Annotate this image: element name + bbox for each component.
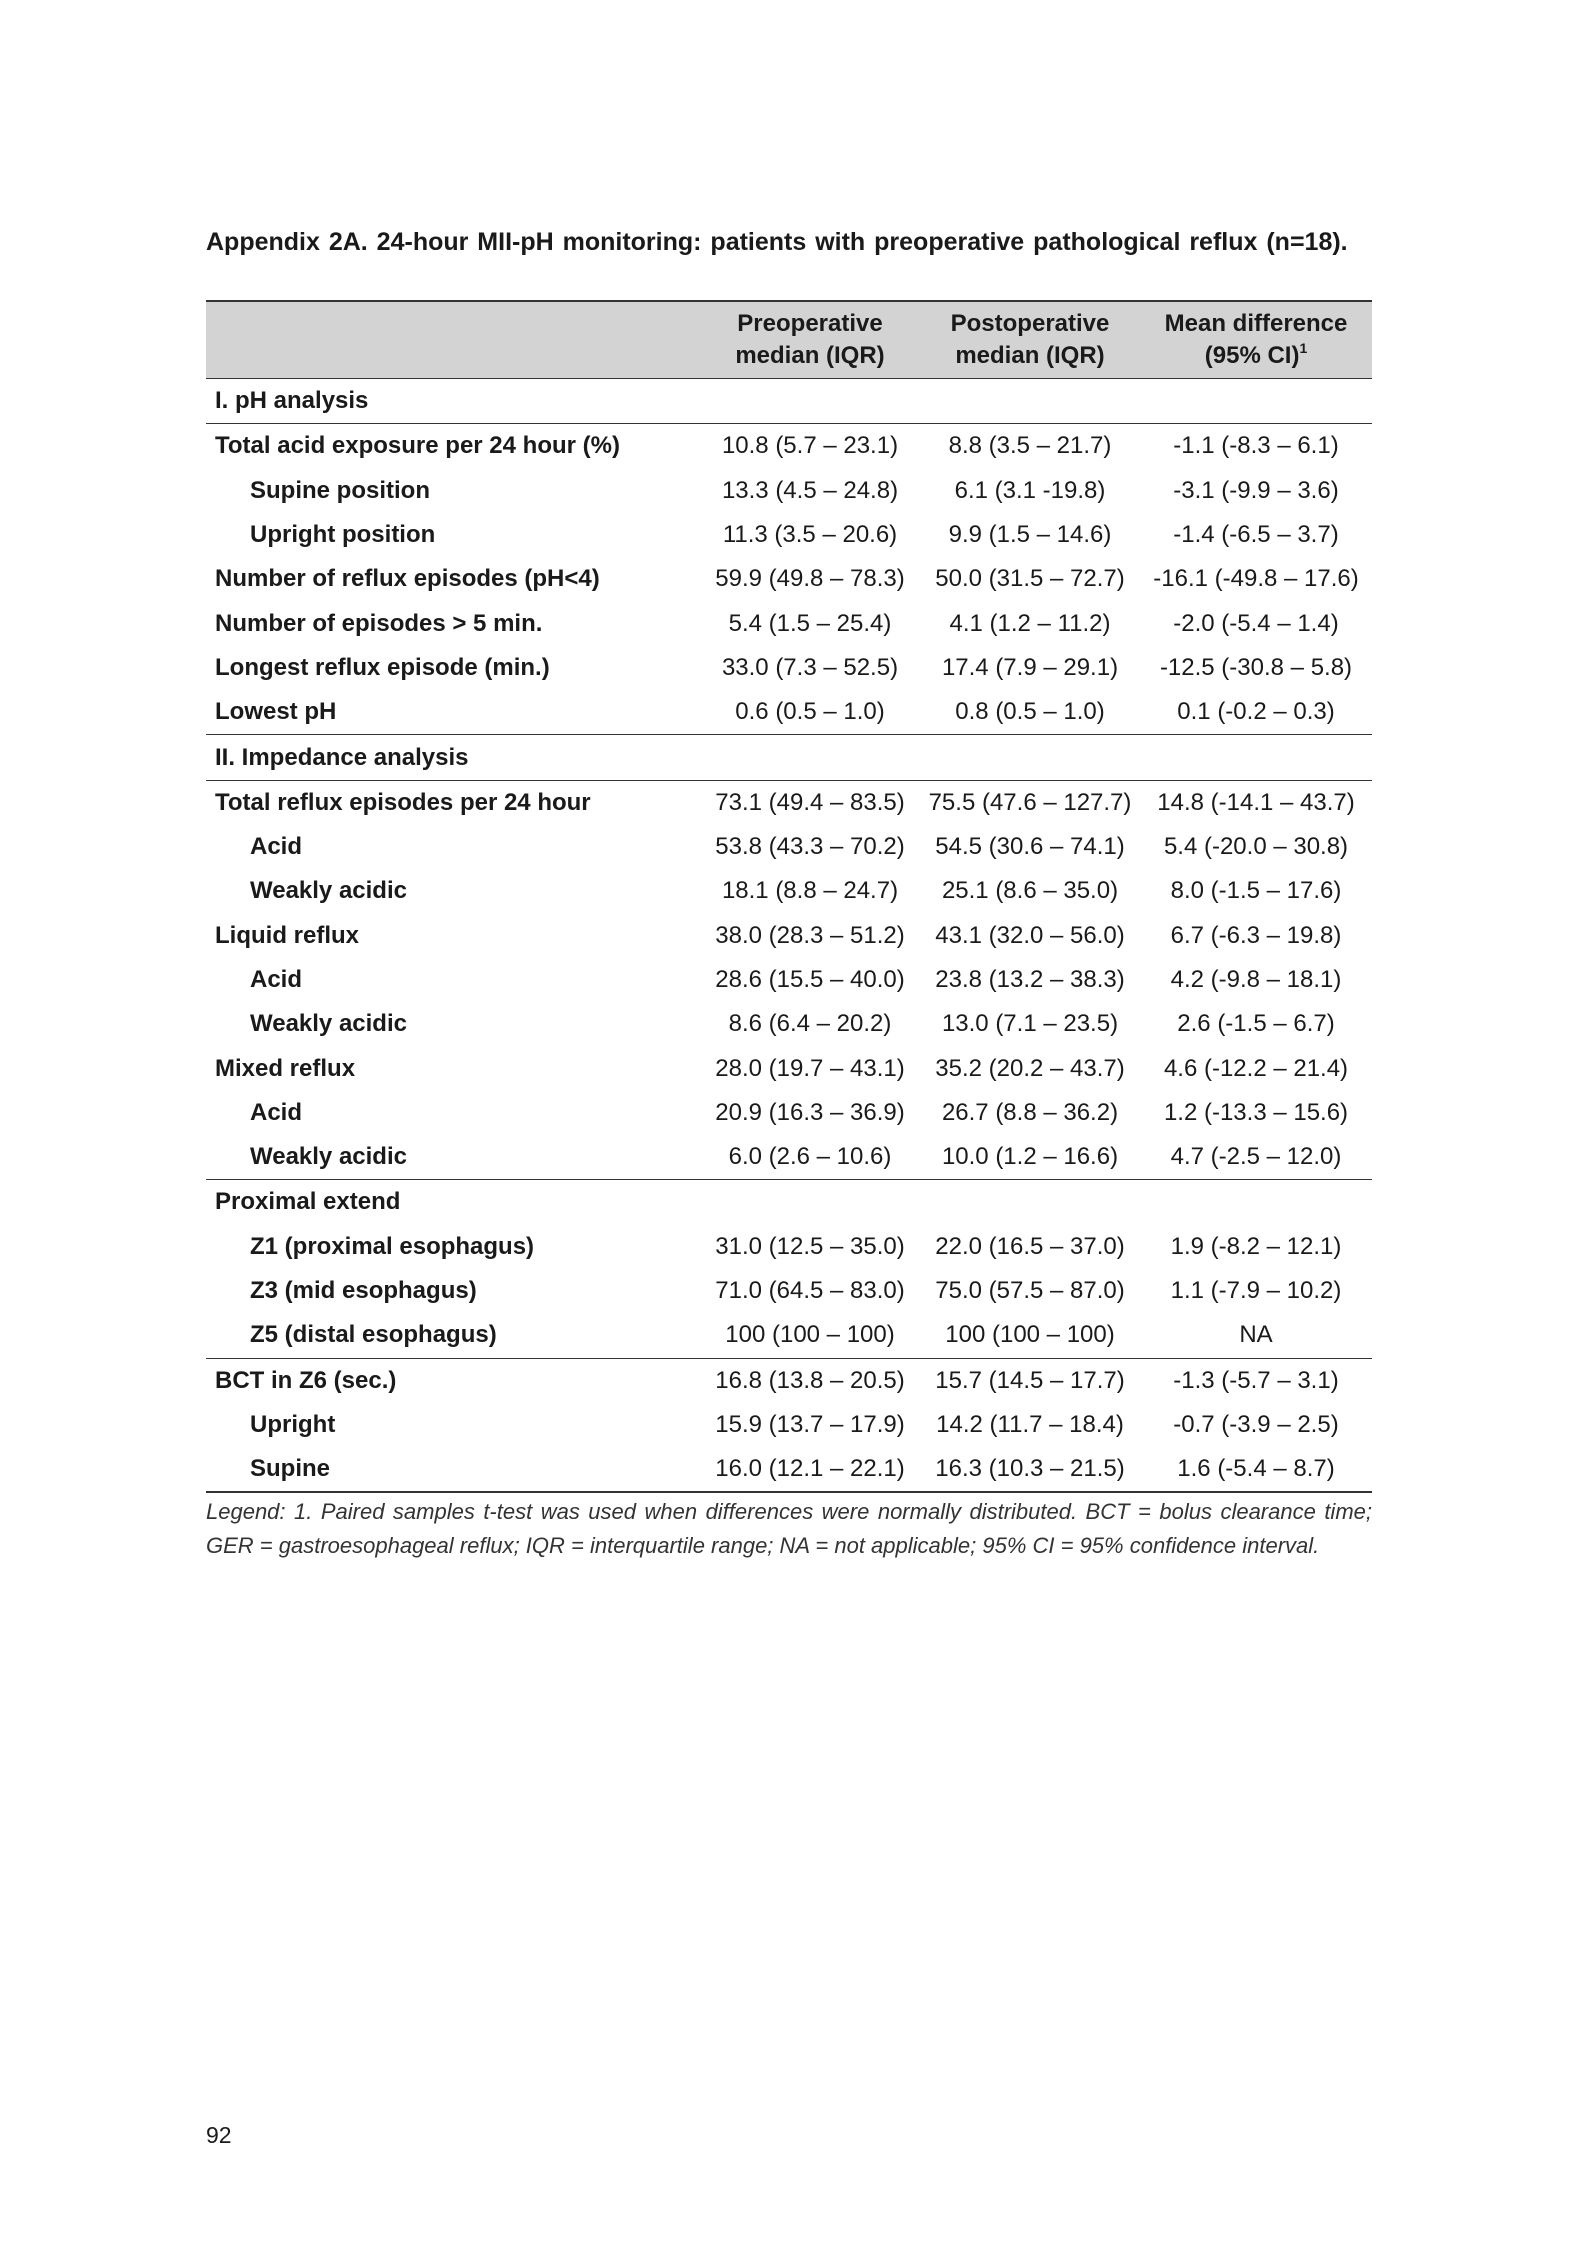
- header-preoperative-line1: Preoperative: [737, 310, 883, 337]
- cell-postoperative: 13.0 (7.1 – 23.5): [941, 1010, 1119, 1038]
- cell-postoperative: 26.7 (8.8 – 36.2): [941, 1098, 1119, 1126]
- cell-preoperative: 10.8 (5.7 – 23.1): [721, 432, 899, 460]
- cell-preoperative: 31.0 (12.5 – 35.0): [715, 1232, 905, 1260]
- row-label: Z5 (distal esophagus): [206, 1313, 700, 1358]
- row-label: Upright position: [250, 521, 436, 549]
- cell-mean-difference: -16.1 (-49.8 – 17.6): [1153, 565, 1359, 593]
- table-row: [206, 1225, 1372, 1269]
- cell-mean-difference: -0.7 (-3.9 – 2.5): [1173, 1410, 1339, 1438]
- row-label: Total acid exposure per 24 hour (%): [215, 432, 620, 460]
- results-table: [206, 300, 1372, 1493]
- table-row: [206, 1046, 1372, 1090]
- table-row: [206, 690, 1372, 735]
- section-label: Proximal extend: [215, 1188, 401, 1216]
- cell-preoperative: 0.6 (0.5 – 1.0): [700, 690, 920, 735]
- cell-mean-difference: 4.6 (-12.2 – 21.4): [1163, 1054, 1349, 1082]
- row-label: Liquid reflux: [215, 921, 359, 949]
- table-row: [206, 469, 1372, 513]
- cell-mean-difference: 0.1 (-0.2 – 0.3): [1140, 690, 1372, 735]
- cell-preoperative: 73.1 (49.4 – 83.5): [715, 788, 905, 816]
- header-postoperative-line2: median (IQR): [955, 342, 1105, 369]
- cell-mean-difference: 4.2 (-9.8 – 18.1): [1170, 966, 1342, 993]
- section-label: I. pH analysis: [206, 379, 700, 424]
- row-label: Weakly acidic: [250, 877, 407, 905]
- header-empty-cell: [206, 301, 700, 379]
- cell-preoperative: 11.3 (3.5 – 20.6): [722, 521, 898, 549]
- row-label: Number of episodes > 5 min.: [215, 609, 543, 637]
- cell-preoperative: 5.4 (1.5 – 25.4): [728, 609, 892, 637]
- section-row-impedance-analysis: [206, 735, 1372, 780]
- table-row: [206, 780, 1372, 825]
- cell-postoperative: 50.0 (31.5 – 72.7): [935, 565, 1125, 593]
- header-postoperative: [920, 301, 1140, 379]
- page-number: 92: [206, 2122, 232, 2148]
- cell-mean-difference: 8.0 (-1.5 – 17.6): [1170, 877, 1342, 905]
- header-mean-difference-line1: Mean difference: [1164, 310, 1348, 337]
- cell-preoperative: 28.0 (19.7 – 43.1): [715, 1054, 905, 1082]
- cell-postoperative: 22.0 (16.5 – 37.0): [935, 1232, 1125, 1260]
- row-label: Lowest pH: [206, 690, 700, 735]
- row-label: Acid: [250, 966, 303, 993]
- cell-mean-difference: 4.7 (-2.5 – 12.0): [1140, 1135, 1372, 1180]
- cell-postoperative: 10.0 (1.2 – 16.6): [920, 1135, 1140, 1180]
- header-preoperative: [700, 301, 920, 379]
- table-row: [206, 1002, 1372, 1046]
- cell-preoperative: 53.8 (43.3 – 70.2): [715, 833, 905, 861]
- cell-mean-difference: NA: [1140, 1313, 1372, 1358]
- table-row: [206, 557, 1372, 601]
- section-row-proximal-extend: [206, 1180, 1372, 1225]
- cell-postoperative: 75.5 (47.6 – 127.7): [928, 788, 1132, 816]
- row-label: Weakly acidic: [206, 1135, 700, 1180]
- header-ci-text: (95% CI): [1204, 342, 1300, 369]
- row-label: Number of reflux episodes (pH<4): [215, 565, 600, 593]
- cell-mean-difference: 1.2 (-13.3 – 15.6): [1163, 1098, 1349, 1126]
- cell-preoperative: 20.9 (16.3 – 36.9): [715, 1098, 905, 1126]
- row-label: Z3 (mid esophagus): [250, 1277, 477, 1305]
- cell-mean-difference: 1.6 (-5.4 – 8.7): [1140, 1447, 1372, 1492]
- cell-mean-difference: 6.7 (-6.3 – 19.8): [1170, 921, 1342, 949]
- cell-postoperative: 75.0 (57.5 – 87.0): [935, 1277, 1125, 1305]
- cell-mean-difference: -2.0 (-5.4 – 1.4): [1173, 609, 1339, 637]
- cell-preoperative: 16.0 (12.1 – 22.1): [700, 1447, 920, 1492]
- row-label: Longest reflux episode (min.): [215, 653, 550, 681]
- cell-postoperative: 23.8 (13.2 – 38.3): [935, 966, 1125, 993]
- cell-mean-difference: 2.6 (-1.5 – 6.7): [1177, 1010, 1335, 1038]
- table-row: [206, 646, 1372, 690]
- table-row: [206, 825, 1372, 869]
- cell-mean-difference: -1.4 (-6.5 – 3.7): [1173, 521, 1339, 549]
- footnote-marker: 1: [1299, 340, 1308, 356]
- cell-preoperative: 8.6 (6.4 – 20.2): [728, 1010, 892, 1038]
- cell-preoperative: 13.3 (4.5 – 24.8): [721, 476, 899, 504]
- row-label: Supine position: [250, 476, 430, 504]
- cell-postoperative: 0.8 (0.5 – 1.0): [920, 690, 1140, 735]
- header-mean-difference-line2: [1140, 340, 1372, 372]
- results-table-container: [206, 300, 1372, 1493]
- table-row: [206, 1313, 1372, 1358]
- table-caption: Appendix 2A. 24-hour MII-pH monitoring: patients with preoperative pathological reflux (n=18).: [206, 228, 1348, 256]
- cell-postoperative: 6.1 (3.1 -19.8): [954, 476, 1106, 504]
- cell-postoperative: 9.9 (1.5 – 14.6): [948, 521, 1112, 549]
- cell-mean-difference: 1.9 (-8.2 – 12.1): [1170, 1232, 1342, 1260]
- table-row: [206, 1091, 1372, 1135]
- row-label: Weakly acidic: [250, 1010, 407, 1038]
- cell-postoperative: 17.4 (7.9 – 29.1): [941, 653, 1119, 681]
- cell-postoperative: 4.1 (1.2 – 11.2): [949, 609, 1111, 637]
- table-row: [206, 1269, 1372, 1313]
- section-row-ph-analysis: [206, 379, 1372, 424]
- row-label: Acid: [250, 833, 303, 861]
- cell-preoperative: 59.9 (49.8 – 78.3): [715, 565, 905, 593]
- cell-postoperative: 14.2 (11.7 – 18.4): [936, 1410, 1124, 1438]
- table-legend: Legend: 1. Paired samples t-test was used when differences were normally distributed. BCT = bolus clearance time; GER = gastroesophageal reflux; IQR = interquartile range; NA = not applicable; 95% CI = 95% confidence interval.: [206, 1499, 1372, 1558]
- cell-postoperative: 8.8 (3.5 – 21.7): [948, 432, 1112, 460]
- header-mean-difference: [1140, 301, 1372, 379]
- cell-preoperative: 100 (100 – 100): [700, 1313, 920, 1358]
- cell-postoperative: 15.7 (14.5 – 17.7): [935, 1366, 1125, 1394]
- row-label: Upright: [250, 1410, 336, 1438]
- cell-preoperative: 71.0 (64.5 – 83.0): [715, 1277, 905, 1305]
- table-header-row: [206, 301, 1372, 379]
- header-postoperative-line1: Postoperative: [950, 310, 1110, 337]
- row-label: Supine: [206, 1447, 700, 1492]
- cell-preoperative: 15.9 (13.7 – 17.9): [715, 1410, 905, 1438]
- cell-postoperative: 16.3 (10.3 – 21.5): [920, 1447, 1140, 1492]
- cell-preoperative: 6.0 (2.6 – 10.6): [700, 1135, 920, 1180]
- cell-preoperative: 33.0 (7.3 – 52.5): [721, 653, 899, 681]
- table-row: [206, 914, 1372, 958]
- header-preoperative-line2: median (IQR): [735, 342, 885, 369]
- cell-mean-difference: -3.1 (-9.9 – 3.6): [1173, 476, 1339, 504]
- cell-mean-difference: -1.1 (-8.3 – 6.1): [1173, 432, 1339, 460]
- row-label: Acid: [250, 1098, 303, 1126]
- table-row: [206, 424, 1372, 469]
- row-label: BCT in Z6 (sec.): [215, 1366, 397, 1394]
- cell-postoperative: 35.2 (20.2 – 43.7): [935, 1054, 1125, 1082]
- cell-preoperative: 16.8 (13.8 – 20.5): [715, 1366, 905, 1394]
- cell-mean-difference: 5.4 (-20.0 – 30.8): [1163, 833, 1349, 861]
- table-row: [206, 601, 1372, 645]
- table-row: [206, 513, 1372, 557]
- row-label: Mixed reflux: [215, 1054, 356, 1082]
- cell-postoperative: 43.1 (32.0 – 56.0): [935, 921, 1125, 949]
- table-row: [206, 869, 1372, 913]
- cell-preoperative: 18.1 (8.8 – 24.7): [721, 877, 899, 905]
- cell-mean-difference: -12.5 (-30.8 – 5.8): [1159, 653, 1353, 681]
- row-label: Total reflux episodes per 24 hour: [215, 788, 591, 816]
- cell-postoperative: 54.5 (30.6 – 74.1): [935, 833, 1125, 861]
- section-label: II. Impedance analysis: [206, 735, 700, 780]
- cell-postoperative: 100 (100 – 100): [920, 1313, 1140, 1358]
- table-row: [206, 1135, 1372, 1180]
- cell-mean-difference: 14.8 (-14.1 – 43.7): [1157, 788, 1355, 816]
- cell-postoperative: 25.1 (8.6 – 35.0): [941, 877, 1119, 905]
- cell-mean-difference: -1.3 (-5.7 – 3.1): [1173, 1366, 1339, 1394]
- row-label: Z1 (proximal esophagus): [250, 1232, 535, 1260]
- table-row: [206, 958, 1372, 1002]
- cell-preoperative: 28.6 (15.5 – 40.0): [715, 966, 905, 993]
- table-row: [206, 1447, 1372, 1492]
- cell-preoperative: 38.0 (28.3 – 51.2): [715, 921, 905, 949]
- table-row: [206, 1403, 1372, 1447]
- table-row: [206, 1358, 1372, 1403]
- cell-mean-difference: 1.1 (-7.9 – 10.2): [1170, 1277, 1342, 1305]
